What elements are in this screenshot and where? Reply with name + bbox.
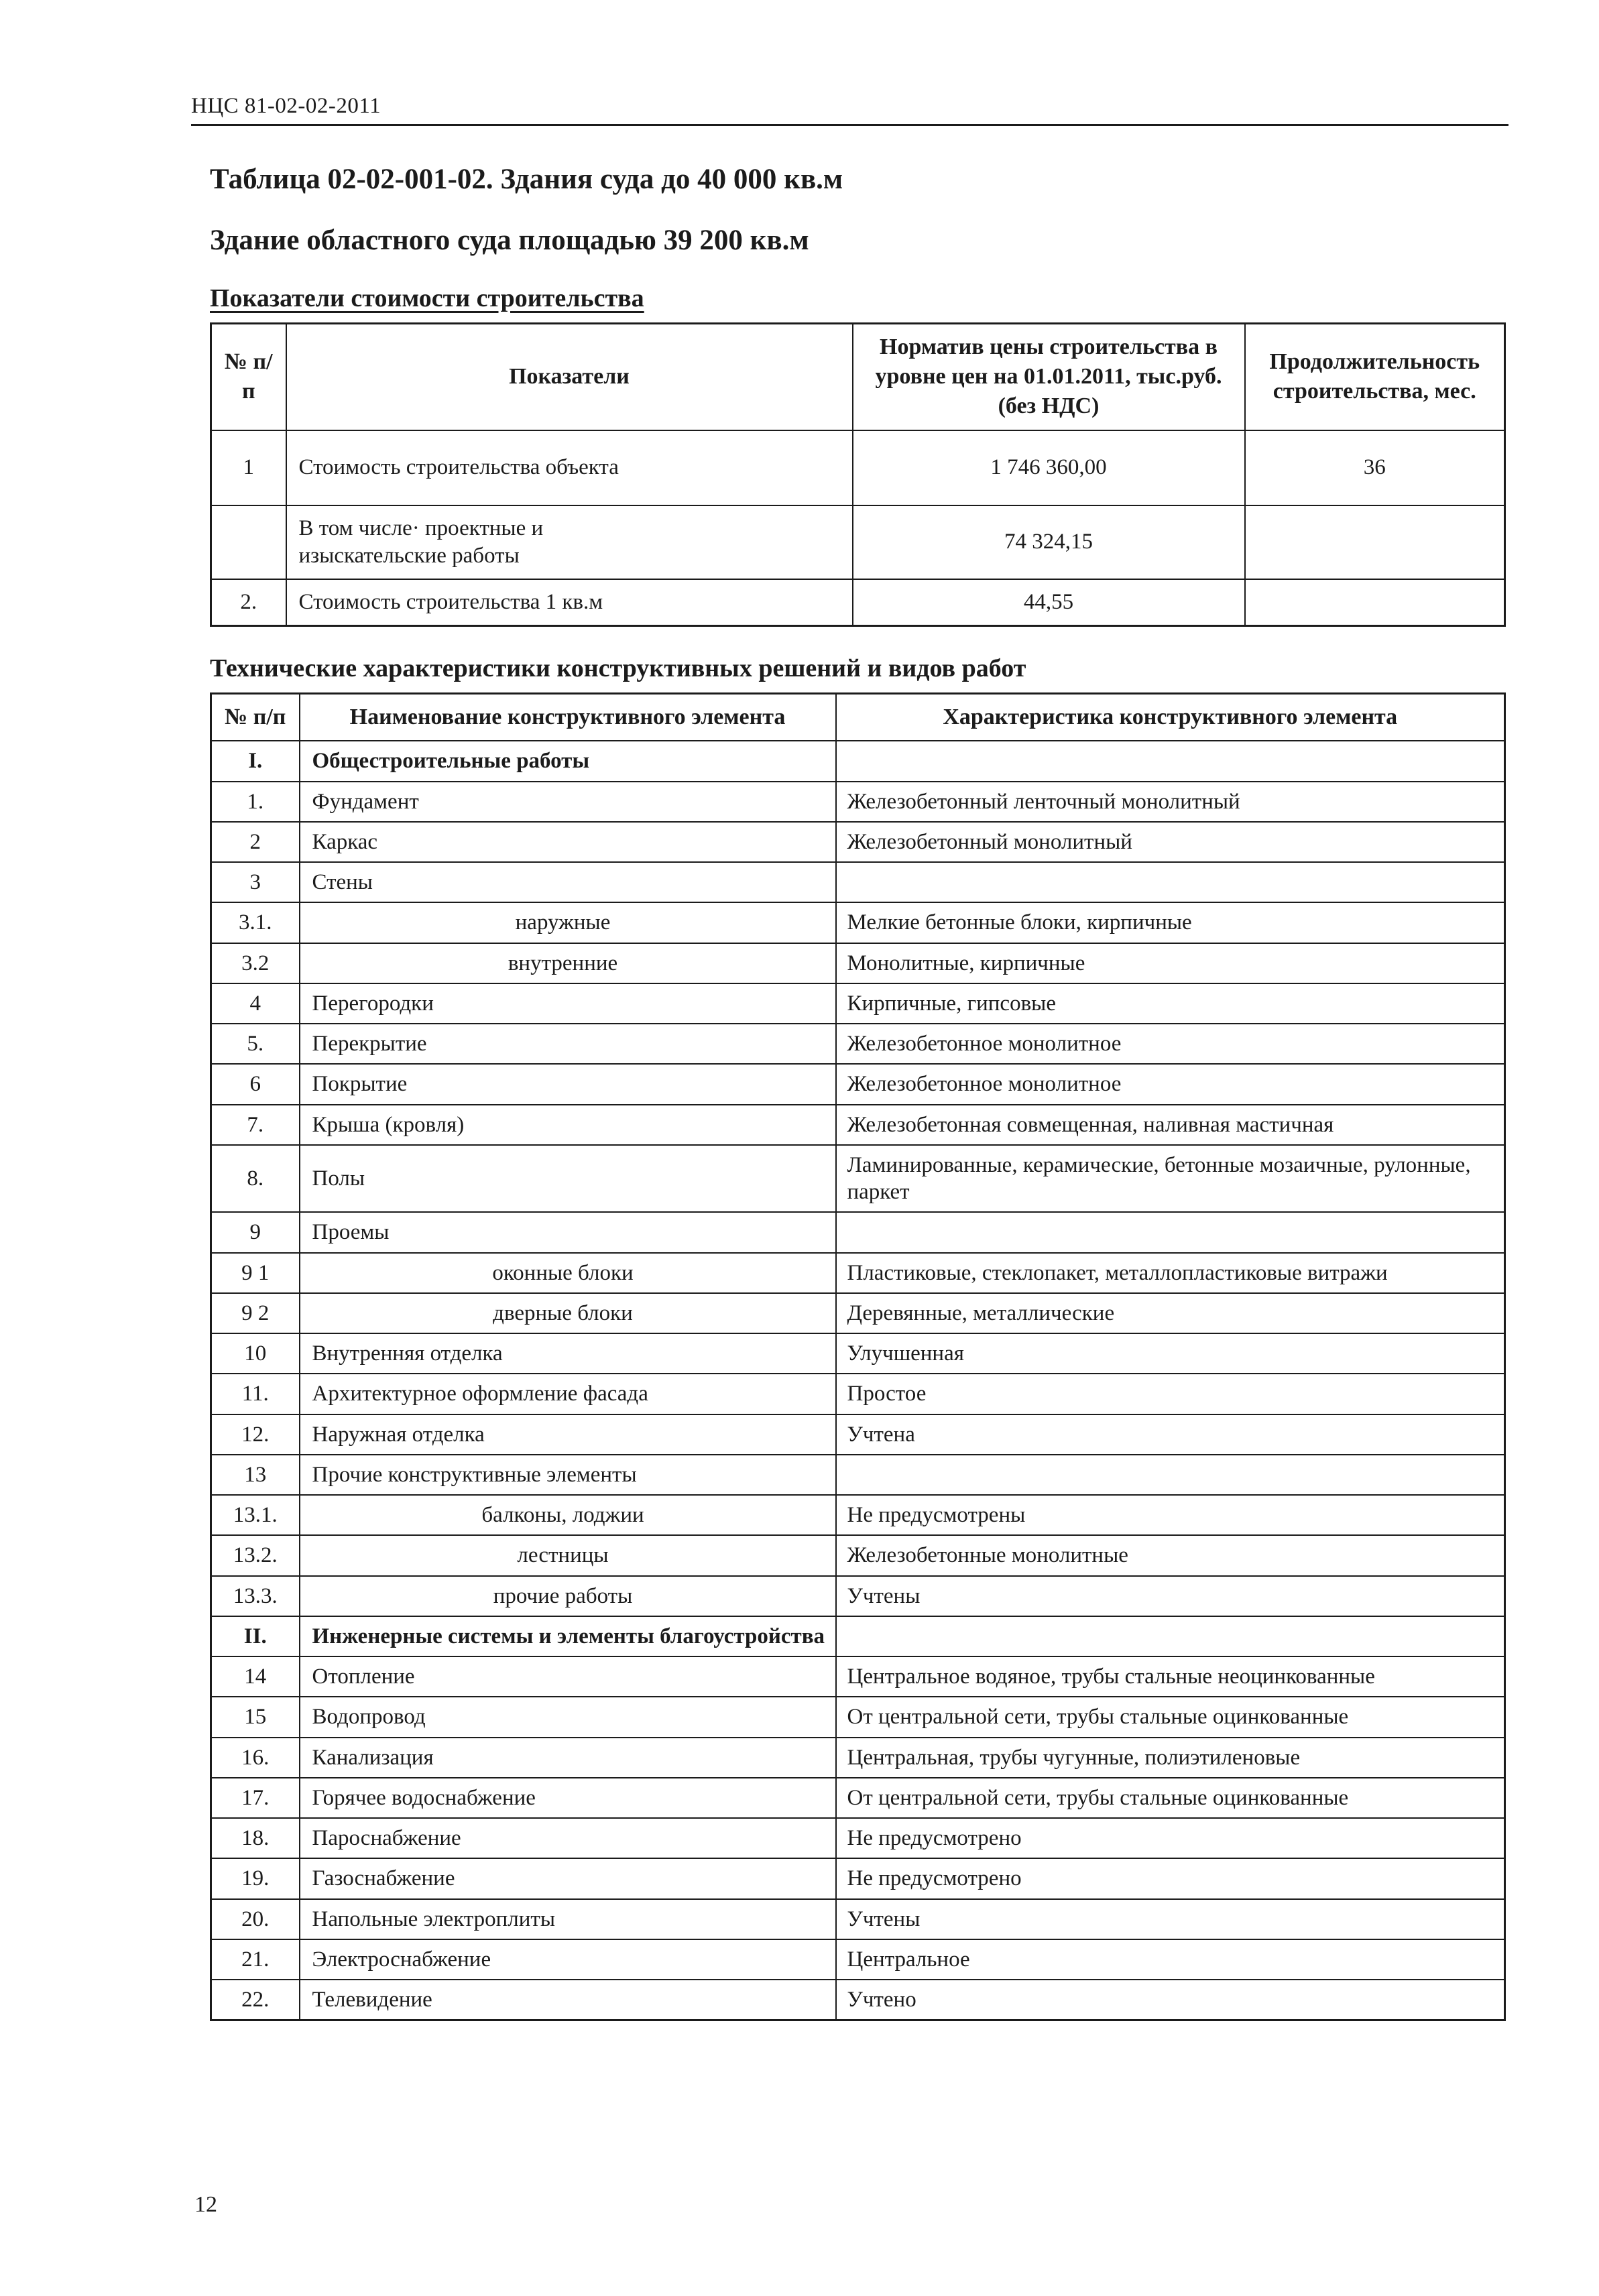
cell-value: Железобетонный монолитный xyxy=(836,822,1505,862)
cell-value xyxy=(836,1616,1505,1656)
cell-num: 1. xyxy=(211,782,300,822)
table-row xyxy=(211,1576,1505,1616)
tech-header-num: № п/п xyxy=(211,694,300,741)
cell-num: 3 xyxy=(211,862,300,902)
table-row xyxy=(211,1333,1505,1374)
cell-name: Газоснабжение xyxy=(300,1858,836,1898)
cost-table xyxy=(210,322,1506,627)
table-row xyxy=(211,1145,1505,1213)
table-row xyxy=(211,430,1505,505)
cell-num: 3.1. xyxy=(211,902,300,943)
cell-name: Напольные электроплиты xyxy=(300,1899,836,1939)
cell-value: Железобетонное монолитное xyxy=(836,1024,1505,1064)
cell-value: Деревянные, металлические xyxy=(836,1293,1505,1333)
cell-name: Покрытие xyxy=(300,1064,836,1104)
cell-name: В том числе· проектные и изыскательские работы xyxy=(286,505,853,579)
cell-value: Не предусмотрены xyxy=(836,1495,1505,1535)
tech-table-body xyxy=(211,741,1505,2020)
cell-num: 21. xyxy=(211,1939,300,1980)
cell-value: Не предусмотрено xyxy=(836,1858,1505,1898)
cell-value: Центральное xyxy=(836,1939,1505,1980)
building-subtitle: Здание областного суда площадью 39 200 кв.м xyxy=(210,225,809,256)
table-row xyxy=(211,1697,1505,1737)
cell-name: Архитектурное оформление фасада xyxy=(300,1374,836,1414)
cell-name: Общестроительные работы xyxy=(300,741,836,781)
cell-num: 5. xyxy=(211,1024,300,1064)
cell-name: дверные блоки xyxy=(300,1293,836,1333)
cell-value: Монолитные, кирпичные xyxy=(836,943,1505,983)
cell-duration: 36 xyxy=(1245,430,1505,505)
cell-num: 20. xyxy=(211,1899,300,1939)
cell-name: Крыша (кровля) xyxy=(300,1105,836,1145)
cell-value: Пластиковые, стеклопакет, металлопластиковые витражи xyxy=(836,1253,1505,1293)
cell-value: Учтено xyxy=(836,1980,1505,2020)
table-row xyxy=(211,1656,1505,1697)
cell-name: прочие работы xyxy=(300,1576,836,1616)
cost-header-duration: Продолжительность строительства, мес. xyxy=(1245,324,1505,430)
cell-value: 1 746 360,00 xyxy=(853,430,1245,505)
cell-value: Центральное водяное, трубы стальные неоцинкованные xyxy=(836,1656,1505,1697)
cell-name: Стоимость строительства 1 кв.м xyxy=(286,579,853,626)
cell-num: 14 xyxy=(211,1656,300,1697)
table-row xyxy=(211,1293,1505,1333)
cost-section-heading: Показатели стоимости строительства xyxy=(210,284,644,312)
cell-num: 9 1 xyxy=(211,1253,300,1293)
cost-header-value: Норматив цены строительства в уровне цен на 01.01.2011, тыс.руб. (без НДС) xyxy=(853,324,1245,430)
table-row xyxy=(211,822,1505,862)
cell-name: Канализация xyxy=(300,1738,836,1778)
cell-name: Проемы xyxy=(300,1212,836,1252)
table-title: Таблица 02-02-001-02. Здания суда до 40 000 кв.м xyxy=(210,164,843,195)
cell-num: 13.2. xyxy=(211,1535,300,1575)
document-code: НЦС 81-02-02-2011 xyxy=(191,94,1508,126)
table-row xyxy=(211,1455,1505,1495)
tech-section-heading: Технические характеристики конструктивных решений и видов работ xyxy=(210,654,1026,683)
cell-value: Центральная, трубы чугунные, полиэтиленовые xyxy=(836,1738,1505,1778)
cell-value: Не предусмотрено xyxy=(836,1818,1505,1858)
cell-value: Кирпичные, гипсовые xyxy=(836,983,1505,1024)
cost-table-body xyxy=(211,430,1505,626)
cell-num: 13.3. xyxy=(211,1576,300,1616)
table-row xyxy=(211,1858,1505,1898)
cell-value xyxy=(836,741,1505,781)
table-row xyxy=(211,1818,1505,1858)
cell-num: 9 xyxy=(211,1212,300,1252)
cell-num: II. xyxy=(211,1616,300,1656)
cell-value: Ламинированные, керамические, бетонные мозаичные, рулонные, паркет xyxy=(836,1145,1505,1213)
cell-name: Полы xyxy=(300,1145,836,1213)
cell-value: Простое xyxy=(836,1374,1505,1414)
cell-name: Перегородки xyxy=(300,983,836,1024)
table-row xyxy=(211,1212,1505,1252)
table-row xyxy=(211,1616,1505,1656)
cell-value: Железобетонное монолитное xyxy=(836,1064,1505,1104)
cell-num: 18. xyxy=(211,1818,300,1858)
cell-num: 13 xyxy=(211,1455,300,1495)
cell-name: оконные блоки xyxy=(300,1253,836,1293)
cost-table-header-row xyxy=(211,324,1505,430)
cell-value: От центральной сети, трубы стальные оцинкованные xyxy=(836,1778,1505,1818)
table-row xyxy=(211,1024,1505,1064)
table-row xyxy=(211,983,1505,1024)
cell-value: Железобетонная совмещенная, наливная мастичная xyxy=(836,1105,1505,1145)
cell-num: 12. xyxy=(211,1414,300,1455)
table-row xyxy=(211,1495,1505,1535)
cell-value: Улучшенная xyxy=(836,1333,1505,1374)
cell-name: Фундамент xyxy=(300,782,836,822)
cell-num: 1 xyxy=(211,430,286,505)
tech-header-value: Характеристика конструктивного элемента xyxy=(836,694,1505,741)
table-row xyxy=(211,862,1505,902)
table-row xyxy=(211,579,1505,626)
table-row xyxy=(211,782,1505,822)
cell-name: Горячее водоснабжение xyxy=(300,1778,836,1818)
cell-name: балконы, лоджии xyxy=(300,1495,836,1535)
tech-table-header-row xyxy=(211,694,1505,741)
cell-name: Стоимость строительства объекта xyxy=(286,430,853,505)
cell-num: 16. xyxy=(211,1738,300,1778)
cell-name: Электроснабжение xyxy=(300,1939,836,1980)
cell-name: Отопление xyxy=(300,1656,836,1697)
page-number: 12 xyxy=(194,2192,217,2217)
cell-num: I. xyxy=(211,741,300,781)
table-row xyxy=(211,1253,1505,1293)
cell-name: Перекрытие xyxy=(300,1024,836,1064)
table-row xyxy=(211,1738,1505,1778)
cell-value: 44,55 xyxy=(853,579,1245,626)
table-row xyxy=(211,1064,1505,1104)
cell-name: наружные xyxy=(300,902,836,943)
table-row xyxy=(211,943,1505,983)
table-row xyxy=(211,1374,1505,1414)
table-row xyxy=(211,1899,1505,1939)
cell-name: Водопровод xyxy=(300,1697,836,1737)
cell-num: 2. xyxy=(211,579,286,626)
cell-num: 7. xyxy=(211,1105,300,1145)
tech-header-name: Наименование конструктивного элемента xyxy=(300,694,836,741)
table-row xyxy=(211,1778,1505,1818)
cell-name: лестницы xyxy=(300,1535,836,1575)
cell-num: 19. xyxy=(211,1858,300,1898)
cell-num: 11. xyxy=(211,1374,300,1414)
table-row xyxy=(211,1105,1505,1145)
cell-num: 6 xyxy=(211,1064,300,1104)
cell-duration xyxy=(1245,579,1505,626)
cell-name: Прочие конструктивные элементы xyxy=(300,1455,836,1495)
cell-name: Наружная отделка xyxy=(300,1414,836,1455)
cell-num: 4 xyxy=(211,983,300,1024)
cost-header-num: № п/п xyxy=(211,324,286,430)
cell-num: 13.1. xyxy=(211,1495,300,1535)
cell-num: 9 2 xyxy=(211,1293,300,1333)
table-row xyxy=(211,741,1505,781)
cell-num: 22. xyxy=(211,1980,300,2020)
table-row xyxy=(211,1414,1505,1455)
cell-num: 3.2 xyxy=(211,943,300,983)
cell-value: Мелкие бетонные блоки, кирпичные xyxy=(836,902,1505,943)
cell-name: Пароснабжение xyxy=(300,1818,836,1858)
cell-name: Стены xyxy=(300,862,836,902)
cell-name: Инженерные системы и элементы благоустройства xyxy=(300,1616,836,1656)
cell-num: 2 xyxy=(211,822,300,862)
cell-num: 15 xyxy=(211,1697,300,1737)
cell-value: От центральной сети, трубы стальные оцинкованные xyxy=(836,1697,1505,1737)
table-row xyxy=(211,505,1505,579)
cost-header-name: Показатели xyxy=(286,324,853,430)
cell-num: 17. xyxy=(211,1778,300,1818)
cell-name: внутренние xyxy=(300,943,836,983)
table-row xyxy=(211,902,1505,943)
cell-value: 74 324,15 xyxy=(853,505,1245,579)
table-row xyxy=(211,1980,1505,2020)
cell-value: Учтены xyxy=(836,1576,1505,1616)
document-content xyxy=(210,163,1508,2021)
cell-duration xyxy=(1245,505,1505,579)
cell-value xyxy=(836,1212,1505,1252)
cell-name: Телевидение xyxy=(300,1980,836,2020)
table-row xyxy=(211,1939,1505,1980)
cell-value: Железобетонный ленточный монолитный xyxy=(836,782,1505,822)
cell-num xyxy=(211,505,286,579)
table-row xyxy=(211,1535,1505,1575)
cell-num: 10 xyxy=(211,1333,300,1374)
cell-value xyxy=(836,1455,1505,1495)
cell-value: Железобетонные монолитные xyxy=(836,1535,1505,1575)
cell-num: 8. xyxy=(211,1145,300,1213)
cell-value: Учтены xyxy=(836,1899,1505,1939)
cell-value xyxy=(836,862,1505,902)
tech-table xyxy=(210,692,1506,2021)
cell-name: Каркас xyxy=(300,822,836,862)
cell-name: Внутренняя отделка xyxy=(300,1333,836,1374)
cell-value: Учтена xyxy=(836,1414,1505,1455)
